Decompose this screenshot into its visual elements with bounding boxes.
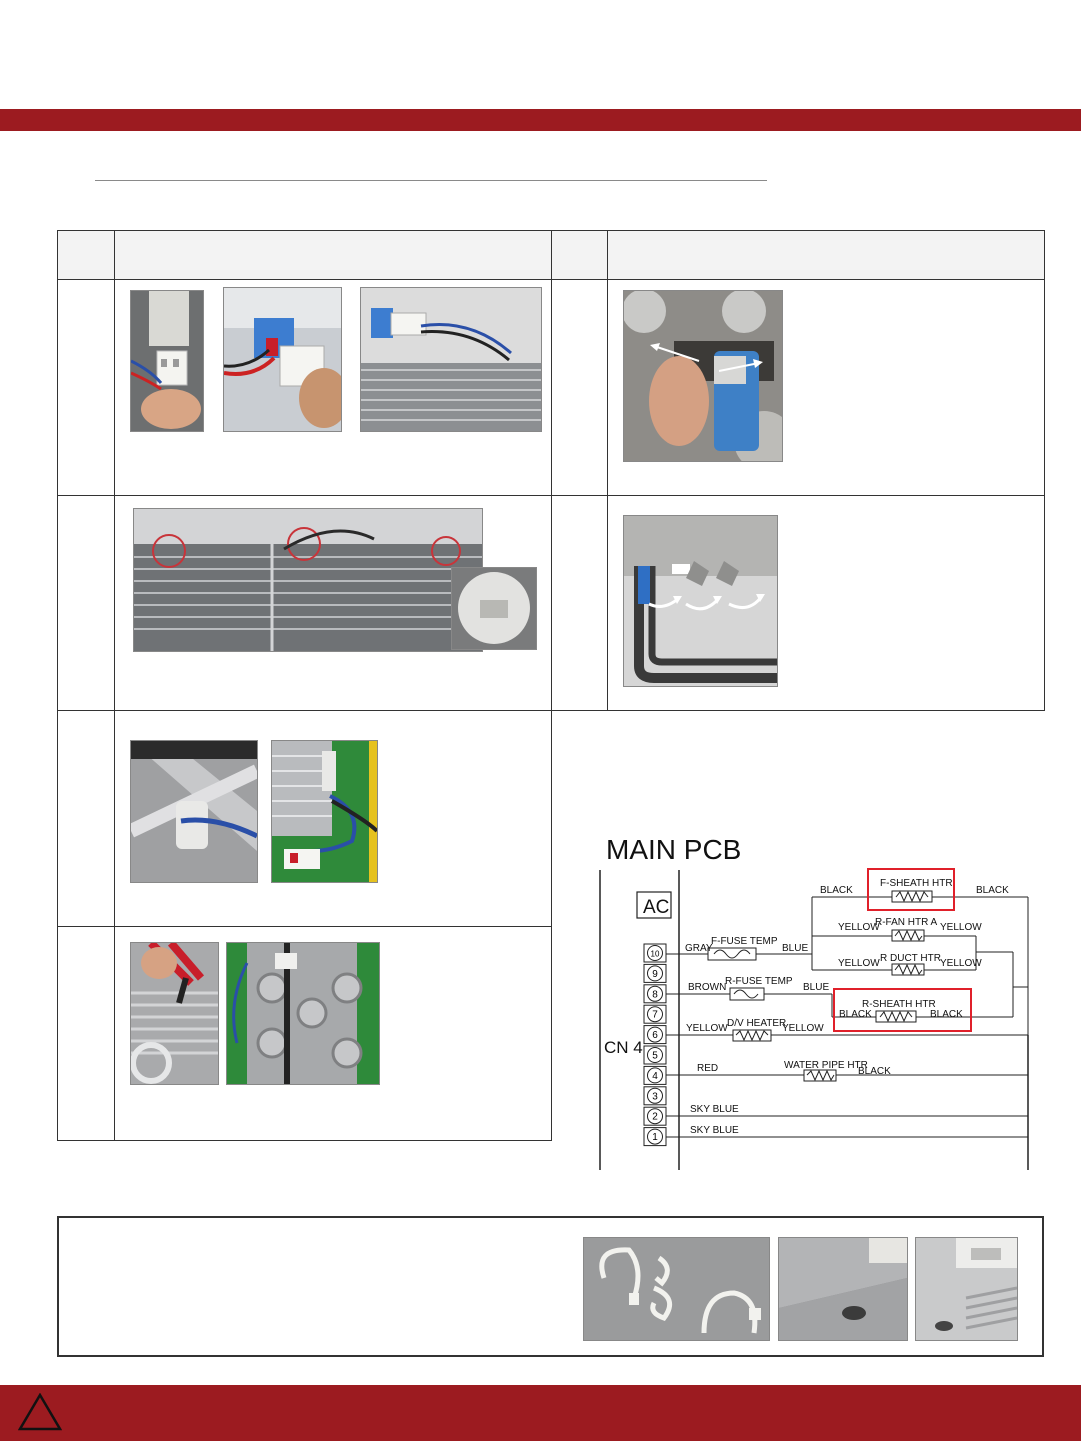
wire-label: GRAY xyxy=(685,943,713,954)
r-fuse-temp-symbol xyxy=(730,988,764,1000)
wire-label: BLACK xyxy=(930,1009,963,1020)
pin-number: 3 xyxy=(652,1091,658,1103)
pin-number: 4 xyxy=(652,1070,658,1082)
pin-number: 8 xyxy=(652,989,658,1001)
footer-band xyxy=(0,1385,1081,1441)
connector-pins xyxy=(644,944,666,1146)
wire-label: BLACK xyxy=(820,885,853,896)
pin-number: 9 xyxy=(652,968,658,980)
wire-holder-photo-1 xyxy=(130,740,258,883)
wire-label: BLACK xyxy=(839,1009,872,1020)
wire-label: SKY BLUE xyxy=(690,1125,739,1136)
pin-number: 10 xyxy=(650,949,660,959)
diagram-title: MAIN PCB xyxy=(606,834,742,865)
pin-number: 5 xyxy=(652,1050,658,1062)
wire-label: BLACK xyxy=(976,885,1009,896)
table-border-bottom xyxy=(57,1140,552,1141)
component-label: WATER PIPE HTR xyxy=(784,1060,868,1071)
wire-label: YELLOW xyxy=(940,922,982,933)
wire-label: BLUE xyxy=(782,943,809,954)
wire-label: BLUE xyxy=(803,982,830,993)
wire-label: BROWN xyxy=(688,982,727,993)
connector-pin xyxy=(644,1005,666,1023)
connector-label: CN 4 xyxy=(604,1038,643,1057)
row-divider xyxy=(57,926,552,927)
evaporator-photo xyxy=(133,508,483,652)
drain-hole-photo xyxy=(778,1237,908,1341)
component-label: R-FAN HTR A xyxy=(875,917,938,928)
table-border-right xyxy=(1044,230,1045,711)
component-label: F-FUSE TEMP xyxy=(711,936,778,947)
pin-number: 2 xyxy=(652,1111,658,1123)
component-label: R-FUSE TEMP xyxy=(725,976,793,987)
component-label: F-SHEATH HTR xyxy=(880,878,953,889)
main-pcb-wiring-diagram xyxy=(596,820,1046,1175)
wire-label: SKY BLUE xyxy=(690,1104,739,1115)
column-divider xyxy=(114,230,115,1141)
wire-label: YELLOW xyxy=(686,1023,728,1034)
header-band xyxy=(0,109,1081,131)
pin-number: 7 xyxy=(652,1009,658,1021)
wire-label: YELLOW xyxy=(782,1023,824,1034)
pin-number: 6 xyxy=(652,1030,658,1042)
wire-label: YELLOW xyxy=(838,922,880,933)
wire-label: YELLOW xyxy=(838,958,880,969)
column-divider xyxy=(551,230,552,1141)
table-border-left xyxy=(57,230,58,1141)
heater-bracket-photo xyxy=(623,515,778,687)
wire-label: YELLOW xyxy=(940,958,982,969)
wire-label: BLACK xyxy=(858,1066,891,1077)
warning-triangle-icon xyxy=(18,1393,62,1431)
component-label: R DUCT HTR xyxy=(880,953,941,964)
title-underline xyxy=(95,180,767,181)
pin-number: 1 xyxy=(652,1132,658,1144)
drain-pan-photo xyxy=(915,1237,1018,1341)
evaporator-side-photo xyxy=(226,942,380,1085)
component-label: R-SHEATH HTR xyxy=(862,999,936,1010)
ac-label: AC xyxy=(643,897,670,918)
connector-pin xyxy=(644,1066,666,1084)
connector-pin xyxy=(644,944,666,962)
connector-pin xyxy=(644,985,666,1003)
connector-photo-3 xyxy=(360,287,542,432)
connector-photo-2 xyxy=(223,287,342,432)
connector-pin xyxy=(644,1128,666,1146)
wire-holder-photo-2 xyxy=(271,740,378,883)
connector-pin xyxy=(644,1087,666,1105)
cutting-pliers-photo xyxy=(130,942,219,1085)
connector-pin xyxy=(644,964,666,982)
wire-label: RED xyxy=(697,1063,719,1074)
column-divider xyxy=(607,230,608,711)
sensor-clip-photo xyxy=(623,290,783,462)
cable-ties-photo xyxy=(583,1237,770,1341)
component-label: D/V HEATER xyxy=(727,1018,787,1029)
connector-pin xyxy=(644,1107,666,1125)
connector-photo-1 xyxy=(130,290,204,432)
connector-pin xyxy=(644,1026,666,1044)
connector-pin xyxy=(644,1046,666,1064)
evaporator-inset-photo xyxy=(451,567,537,650)
highlight-box-f-sheath xyxy=(868,869,954,910)
